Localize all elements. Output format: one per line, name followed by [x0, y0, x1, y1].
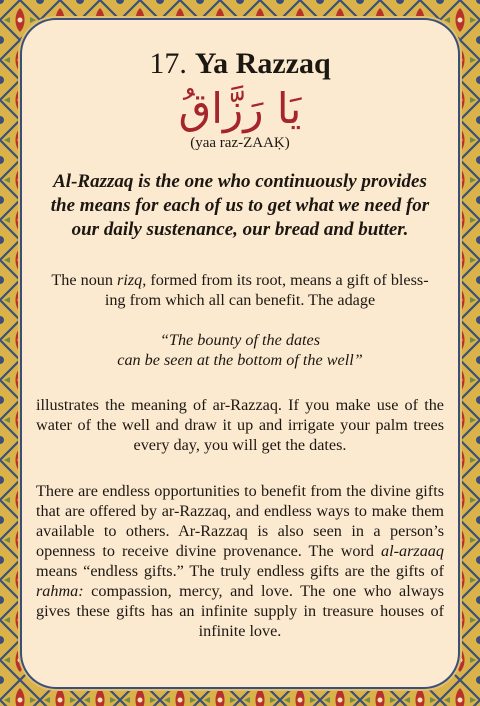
- paragraph-meaning: illustrates the meaning of ar-Razzaq. If you make use of the water of the well and draw it up and irrigate your palm trees every day, you will get the dates.: [36, 396, 444, 454]
- text-run: means “endless gifts.” The truly endless gifts are the gifts of: [36, 562, 444, 580]
- page-title: [36, 48, 444, 80]
- text-run: compassion, mercy, and love. The one who always gives these gifts has an infinite supply in treasure houses of infinite love.: [36, 582, 444, 640]
- text-run: There are endless opportunities to benefit from the divine gifts that are offered by ar-Razzaq, and endless ways to make them available to others. Ar-Razzaq is also seen in a person’s openness to receive divine provenance. The word: [36, 482, 444, 560]
- paragraph-gifts: [36, 481, 444, 641]
- name-title: Ya Razzaq: [194, 47, 331, 80]
- quote-line-1: “The bounty of the dates: [159, 331, 321, 349]
- lead-paragraph: Al-Razzaq is the one who continuously provides the means for each of us to get what we need for our daily sustenance, our bread and butter.: [50, 171, 430, 240]
- text-run: , formed from its root, means a gift of bless-ing from which all can benefit. The adage: [104, 271, 429, 309]
- italic-term-al-arzaaq: al-arzaaq: [381, 542, 444, 560]
- adage-quote: [36, 330, 444, 370]
- text-run: The noun: [51, 271, 118, 289]
- italic-term-rahma: rahma:: [36, 582, 84, 600]
- paragraph-rizq: [36, 270, 444, 310]
- transliteration: (yaa raz-ZAAḲ): [190, 135, 290, 151]
- quote-line-2: can be seen at the bottom of the well”: [117, 351, 363, 369]
- card-panel: [22, 20, 458, 687]
- italic-term-rizq: rizq: [117, 271, 143, 289]
- arabic-calligraphy: يَا رَزَّاقُ: [178, 84, 302, 133]
- name-number: 17.: [149, 47, 187, 80]
